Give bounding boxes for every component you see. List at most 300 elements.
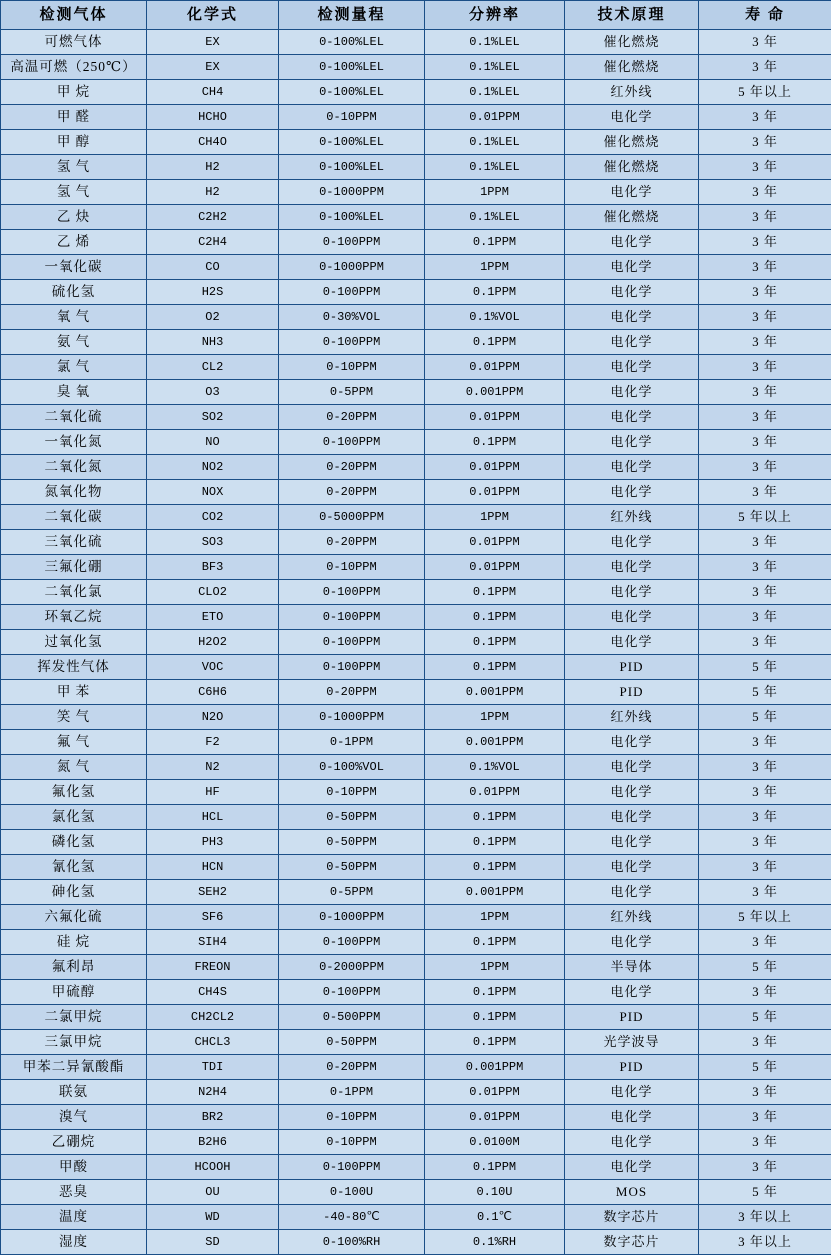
cell-lifetime: 3 年 bbox=[699, 530, 831, 555]
cell-formula: NO bbox=[147, 430, 279, 455]
cell-range: 0-100U bbox=[279, 1180, 425, 1205]
cell-resolution: 0.01PPM bbox=[425, 530, 565, 555]
cell-gas: 氟 气 bbox=[1, 730, 147, 755]
column-header-technology: 技术原理 bbox=[565, 1, 699, 30]
cell-gas: 乙硼烷 bbox=[1, 1130, 147, 1155]
cell-lifetime: 3 年 bbox=[699, 230, 831, 255]
cell-range: 0-100PPM bbox=[279, 630, 425, 655]
cell-technology: 电化学 bbox=[565, 255, 699, 280]
cell-technology: 电化学 bbox=[565, 180, 699, 205]
cell-lifetime: 3 年 bbox=[699, 255, 831, 280]
cell-range: 0-100PPM bbox=[279, 930, 425, 955]
cell-gas: 砷化氢 bbox=[1, 880, 147, 905]
cell-formula: N2O bbox=[147, 705, 279, 730]
cell-lifetime: 3 年 bbox=[699, 105, 831, 130]
cell-gas: 硫化氢 bbox=[1, 280, 147, 305]
cell-formula: H2 bbox=[147, 155, 279, 180]
cell-gas: 氮 气 bbox=[1, 755, 147, 780]
cell-lifetime: 5 年 bbox=[699, 705, 831, 730]
table-row bbox=[1, 130, 831, 155]
cell-range: 0-10PPM bbox=[279, 105, 425, 130]
cell-gas: 三氧化硫 bbox=[1, 530, 147, 555]
cell-gas: 二氯甲烷 bbox=[1, 1005, 147, 1030]
table-header-row bbox=[1, 1, 831, 30]
cell-lifetime: 5 年 bbox=[699, 680, 831, 705]
cell-lifetime: 3 年 bbox=[699, 280, 831, 305]
cell-formula: C2H2 bbox=[147, 205, 279, 230]
cell-formula: SIH4 bbox=[147, 930, 279, 955]
cell-range: 0-100PPM bbox=[279, 280, 425, 305]
cell-technology: 红外线 bbox=[565, 705, 699, 730]
cell-technology: 电化学 bbox=[565, 230, 699, 255]
cell-technology: 电化学 bbox=[565, 105, 699, 130]
cell-formula: O3 bbox=[147, 380, 279, 405]
cell-gas: 乙 烯 bbox=[1, 230, 147, 255]
cell-resolution: 0.1PPM bbox=[425, 230, 565, 255]
cell-range: 0-100%RH bbox=[279, 1230, 425, 1255]
table-row bbox=[1, 255, 831, 280]
cell-technology: PID bbox=[565, 1055, 699, 1080]
cell-lifetime: 5 年 bbox=[699, 1005, 831, 1030]
cell-formula: ETO bbox=[147, 605, 279, 630]
cell-resolution: 0.1%VOL bbox=[425, 305, 565, 330]
table-row bbox=[1, 80, 831, 105]
cell-technology: 电化学 bbox=[565, 980, 699, 1005]
table-row bbox=[1, 555, 831, 580]
cell-resolution: 0.1%LEL bbox=[425, 155, 565, 180]
cell-formula: VOC bbox=[147, 655, 279, 680]
cell-range: 0-1000PPM bbox=[279, 180, 425, 205]
table-row bbox=[1, 780, 831, 805]
cell-range: 0-500PPM bbox=[279, 1005, 425, 1030]
cell-technology: 催化燃烧 bbox=[565, 155, 699, 180]
table-row bbox=[1, 305, 831, 330]
cell-resolution: 0.001PPM bbox=[425, 880, 565, 905]
cell-gas: 联氨 bbox=[1, 1080, 147, 1105]
table-row bbox=[1, 955, 831, 980]
cell-gas: 高温可燃（250℃） bbox=[1, 55, 147, 80]
table-row bbox=[1, 1180, 831, 1205]
cell-range: 0-20PPM bbox=[279, 530, 425, 555]
table-row bbox=[1, 905, 831, 930]
cell-lifetime: 3 年 bbox=[699, 755, 831, 780]
cell-range: 0-2000PPM bbox=[279, 955, 425, 980]
cell-gas: 一氧化碳 bbox=[1, 255, 147, 280]
cell-lifetime: 3 年 bbox=[699, 305, 831, 330]
cell-resolution: 0.01PPM bbox=[425, 105, 565, 130]
cell-gas: 氢 气 bbox=[1, 180, 147, 205]
table-row bbox=[1, 205, 831, 230]
cell-gas: 挥发性气体 bbox=[1, 655, 147, 680]
table-row bbox=[1, 355, 831, 380]
cell-technology: 电化学 bbox=[565, 405, 699, 430]
table-row bbox=[1, 30, 831, 55]
cell-formula: SEH2 bbox=[147, 880, 279, 905]
cell-formula: EX bbox=[147, 55, 279, 80]
cell-lifetime: 5 年 bbox=[699, 1180, 831, 1205]
cell-formula: WD bbox=[147, 1205, 279, 1230]
cell-range: 0-50PPM bbox=[279, 855, 425, 880]
cell-resolution: 0.1%RH bbox=[425, 1230, 565, 1255]
cell-formula: SO2 bbox=[147, 405, 279, 430]
cell-range: 0-20PPM bbox=[279, 480, 425, 505]
cell-lifetime: 5 年以上 bbox=[699, 80, 831, 105]
cell-lifetime: 3 年 bbox=[699, 180, 831, 205]
cell-range: -40-80℃ bbox=[279, 1205, 425, 1230]
cell-range: 0-20PPM bbox=[279, 455, 425, 480]
cell-formula: NOX bbox=[147, 480, 279, 505]
cell-resolution: 0.01PPM bbox=[425, 555, 565, 580]
cell-formula: BR2 bbox=[147, 1105, 279, 1130]
cell-formula: HCL bbox=[147, 805, 279, 830]
cell-resolution: 0.1℃ bbox=[425, 1205, 565, 1230]
cell-gas: 乙 炔 bbox=[1, 205, 147, 230]
cell-technology: 电化学 bbox=[565, 330, 699, 355]
cell-formula: NO2 bbox=[147, 455, 279, 480]
cell-technology: 电化学 bbox=[565, 755, 699, 780]
cell-range: 0-10PPM bbox=[279, 780, 425, 805]
cell-gas: 三氯甲烷 bbox=[1, 1030, 147, 1055]
cell-range: 0-1000PPM bbox=[279, 905, 425, 930]
cell-gas: 二氧化氯 bbox=[1, 580, 147, 605]
cell-technology: 催化燃烧 bbox=[565, 130, 699, 155]
table-row bbox=[1, 380, 831, 405]
cell-range: 0-50PPM bbox=[279, 805, 425, 830]
cell-resolution: 0.01PPM bbox=[425, 405, 565, 430]
cell-resolution: 0.1PPM bbox=[425, 280, 565, 305]
cell-formula: NH3 bbox=[147, 330, 279, 355]
cell-formula: SO3 bbox=[147, 530, 279, 555]
cell-resolution: 0.1PPM bbox=[425, 1030, 565, 1055]
cell-technology: 电化学 bbox=[565, 1155, 699, 1180]
cell-range: 0-20PPM bbox=[279, 405, 425, 430]
table-row bbox=[1, 680, 831, 705]
cell-lifetime: 5 年 bbox=[699, 655, 831, 680]
cell-gas: 甲酸 bbox=[1, 1155, 147, 1180]
table-row bbox=[1, 1205, 831, 1230]
cell-formula: HCHO bbox=[147, 105, 279, 130]
cell-formula: CL2 bbox=[147, 355, 279, 380]
cell-gas: 氰化氢 bbox=[1, 855, 147, 880]
cell-technology: 电化学 bbox=[565, 355, 699, 380]
cell-resolution: 0.1PPM bbox=[425, 330, 565, 355]
cell-resolution: 0.1PPM bbox=[425, 1005, 565, 1030]
cell-resolution: 0.001PPM bbox=[425, 730, 565, 755]
cell-lifetime: 5 年 bbox=[699, 955, 831, 980]
column-header-lifetime: 寿 命 bbox=[699, 1, 831, 30]
cell-lifetime: 3 年 bbox=[699, 405, 831, 430]
cell-resolution: 0.001PPM bbox=[425, 1055, 565, 1080]
cell-resolution: 1PPM bbox=[425, 255, 565, 280]
column-header-formula: 化学式 bbox=[147, 1, 279, 30]
table-row bbox=[1, 1155, 831, 1180]
cell-resolution: 0.01PPM bbox=[425, 780, 565, 805]
cell-lifetime: 5 年以上 bbox=[699, 905, 831, 930]
cell-gas: 二氧化碳 bbox=[1, 505, 147, 530]
cell-technology: 电化学 bbox=[565, 530, 699, 555]
cell-technology: 电化学 bbox=[565, 455, 699, 480]
cell-formula: OU bbox=[147, 1180, 279, 1205]
cell-formula: BF3 bbox=[147, 555, 279, 580]
cell-technology: MOS bbox=[565, 1180, 699, 1205]
cell-lifetime: 3 年 bbox=[699, 130, 831, 155]
cell-range: 0-5000PPM bbox=[279, 505, 425, 530]
cell-lifetime: 3 年 bbox=[699, 205, 831, 230]
cell-lifetime: 3 年 bbox=[699, 1080, 831, 1105]
cell-gas: 氮氧化物 bbox=[1, 480, 147, 505]
table-row bbox=[1, 730, 831, 755]
cell-gas: 氨 气 bbox=[1, 330, 147, 355]
cell-resolution: 0.1PPM bbox=[425, 430, 565, 455]
cell-formula: F2 bbox=[147, 730, 279, 755]
cell-lifetime: 3 年 bbox=[699, 830, 831, 855]
cell-formula: CLO2 bbox=[147, 580, 279, 605]
cell-range: 0-1000PPM bbox=[279, 255, 425, 280]
cell-technology: 红外线 bbox=[565, 80, 699, 105]
cell-formula: CH4 bbox=[147, 80, 279, 105]
cell-resolution: 0.1PPM bbox=[425, 830, 565, 855]
cell-gas: 甲硫醇 bbox=[1, 980, 147, 1005]
cell-formula: O2 bbox=[147, 305, 279, 330]
cell-resolution: 0.1PPM bbox=[425, 805, 565, 830]
cell-resolution: 1PPM bbox=[425, 955, 565, 980]
cell-technology: 电化学 bbox=[565, 1105, 699, 1130]
table-row bbox=[1, 1080, 831, 1105]
cell-technology: 数字芯片 bbox=[565, 1205, 699, 1230]
cell-resolution: 0.0100M bbox=[425, 1130, 565, 1155]
cell-range: 0-50PPM bbox=[279, 830, 425, 855]
table-row bbox=[1, 1105, 831, 1130]
cell-gas: 甲 烷 bbox=[1, 80, 147, 105]
cell-lifetime: 3 年 bbox=[699, 30, 831, 55]
cell-resolution: 0.1%LEL bbox=[425, 80, 565, 105]
cell-technology: 电化学 bbox=[565, 580, 699, 605]
cell-technology: 电化学 bbox=[565, 730, 699, 755]
cell-range: 0-5PPM bbox=[279, 380, 425, 405]
cell-formula: CHCL3 bbox=[147, 1030, 279, 1055]
cell-technology: 电化学 bbox=[565, 280, 699, 305]
cell-gas: 硅 烷 bbox=[1, 930, 147, 955]
cell-resolution: 0.001PPM bbox=[425, 380, 565, 405]
table-row bbox=[1, 1030, 831, 1055]
table-row bbox=[1, 1230, 831, 1255]
cell-formula: H2O2 bbox=[147, 630, 279, 655]
cell-resolution: 0.1PPM bbox=[425, 855, 565, 880]
cell-lifetime: 3 年 bbox=[699, 880, 831, 905]
cell-technology: 催化燃烧 bbox=[565, 30, 699, 55]
column-header-resolution: 分辨率 bbox=[425, 1, 565, 30]
cell-gas: 氢 气 bbox=[1, 155, 147, 180]
cell-lifetime: 3 年 bbox=[699, 155, 831, 180]
cell-technology: 红外线 bbox=[565, 505, 699, 530]
cell-range: 0-1000PPM bbox=[279, 705, 425, 730]
cell-resolution: 0.1PPM bbox=[425, 605, 565, 630]
table-row bbox=[1, 280, 831, 305]
cell-lifetime: 3 年 bbox=[699, 630, 831, 655]
cell-formula: C2H4 bbox=[147, 230, 279, 255]
cell-lifetime: 3 年 bbox=[699, 1105, 831, 1130]
table-row bbox=[1, 155, 831, 180]
cell-gas: 甲 苯 bbox=[1, 680, 147, 705]
cell-technology: 光学波导 bbox=[565, 1030, 699, 1055]
cell-range: 0-100PPM bbox=[279, 980, 425, 1005]
cell-formula: C6H6 bbox=[147, 680, 279, 705]
cell-formula: SD bbox=[147, 1230, 279, 1255]
cell-technology: PID bbox=[565, 1005, 699, 1030]
cell-lifetime: 3 年 bbox=[699, 455, 831, 480]
cell-range: 0-100%LEL bbox=[279, 205, 425, 230]
cell-resolution: 0.1%LEL bbox=[425, 205, 565, 230]
cell-formula: HCN bbox=[147, 855, 279, 880]
cell-range: 0-50PPM bbox=[279, 1030, 425, 1055]
cell-gas: 氯 气 bbox=[1, 355, 147, 380]
cell-resolution: 0.1%LEL bbox=[425, 30, 565, 55]
table-row bbox=[1, 655, 831, 680]
cell-range: 0-100PPM bbox=[279, 330, 425, 355]
cell-technology: 电化学 bbox=[565, 1130, 699, 1155]
cell-technology: 电化学 bbox=[565, 555, 699, 580]
cell-formula: CO2 bbox=[147, 505, 279, 530]
cell-lifetime: 3 年 bbox=[699, 555, 831, 580]
table-row bbox=[1, 180, 831, 205]
table-row bbox=[1, 855, 831, 880]
cell-range: 0-100PPM bbox=[279, 1155, 425, 1180]
cell-formula: H2 bbox=[147, 180, 279, 205]
cell-lifetime: 3 年 bbox=[699, 330, 831, 355]
table-row bbox=[1, 405, 831, 430]
cell-gas: 溴气 bbox=[1, 1105, 147, 1130]
table-row bbox=[1, 805, 831, 830]
cell-resolution: 0.1PPM bbox=[425, 655, 565, 680]
cell-range: 0-30%VOL bbox=[279, 305, 425, 330]
cell-gas: 一氧化氮 bbox=[1, 430, 147, 455]
cell-technology: 催化燃烧 bbox=[565, 205, 699, 230]
cell-lifetime: 3 年 bbox=[699, 1155, 831, 1180]
cell-technology: 电化学 bbox=[565, 605, 699, 630]
cell-formula: CO bbox=[147, 255, 279, 280]
cell-resolution: 0.1PPM bbox=[425, 580, 565, 605]
cell-lifetime: 3 年 bbox=[699, 480, 831, 505]
table-row bbox=[1, 430, 831, 455]
table-row bbox=[1, 530, 831, 555]
cell-range: 0-1PPM bbox=[279, 730, 425, 755]
cell-formula: N2 bbox=[147, 755, 279, 780]
cell-range: 0-100PPM bbox=[279, 430, 425, 455]
table-row bbox=[1, 755, 831, 780]
cell-gas: 甲 醇 bbox=[1, 130, 147, 155]
cell-lifetime: 3 年 bbox=[699, 730, 831, 755]
cell-technology: 电化学 bbox=[565, 780, 699, 805]
cell-resolution: 1PPM bbox=[425, 905, 565, 930]
cell-lifetime: 3 年 bbox=[699, 855, 831, 880]
cell-gas: 甲 醛 bbox=[1, 105, 147, 130]
cell-technology: 数字芯片 bbox=[565, 1230, 699, 1255]
cell-gas: 氟利昂 bbox=[1, 955, 147, 980]
cell-gas: 氧 气 bbox=[1, 305, 147, 330]
table-row bbox=[1, 55, 831, 80]
cell-lifetime: 3 年 bbox=[699, 580, 831, 605]
cell-lifetime: 3 年以上 bbox=[699, 1205, 831, 1230]
cell-technology: 催化燃烧 bbox=[565, 55, 699, 80]
cell-range: 0-100PPM bbox=[279, 605, 425, 630]
cell-lifetime: 3 年 bbox=[699, 930, 831, 955]
cell-resolution: 0.1%LEL bbox=[425, 55, 565, 80]
cell-lifetime: 3 年 bbox=[699, 355, 831, 380]
cell-resolution: 1PPM bbox=[425, 705, 565, 730]
cell-formula: SF6 bbox=[147, 905, 279, 930]
cell-resolution: 0.01PPM bbox=[425, 1080, 565, 1105]
cell-lifetime: 3 年 bbox=[699, 1030, 831, 1055]
cell-resolution: 0.1%LEL bbox=[425, 130, 565, 155]
cell-range: 0-10PPM bbox=[279, 1130, 425, 1155]
table-row bbox=[1, 830, 831, 855]
cell-technology: PID bbox=[565, 680, 699, 705]
cell-technology: 电化学 bbox=[565, 480, 699, 505]
cell-formula: EX bbox=[147, 30, 279, 55]
cell-gas: 氯化氢 bbox=[1, 805, 147, 830]
cell-formula: H2S bbox=[147, 280, 279, 305]
cell-formula: N2H4 bbox=[147, 1080, 279, 1105]
table-row bbox=[1, 455, 831, 480]
cell-formula: FREON bbox=[147, 955, 279, 980]
cell-formula: CH4O bbox=[147, 130, 279, 155]
cell-resolution: 1PPM bbox=[425, 505, 565, 530]
cell-formula: HCOOH bbox=[147, 1155, 279, 1180]
cell-range: 0-20PPM bbox=[279, 680, 425, 705]
cell-range: 0-5PPM bbox=[279, 880, 425, 905]
cell-resolution: 0.01PPM bbox=[425, 480, 565, 505]
cell-formula: CH4S bbox=[147, 980, 279, 1005]
cell-technology: PID bbox=[565, 655, 699, 680]
cell-range: 0-100%VOL bbox=[279, 755, 425, 780]
cell-technology: 电化学 bbox=[565, 430, 699, 455]
cell-gas: 湿度 bbox=[1, 1230, 147, 1255]
cell-range: 0-1PPM bbox=[279, 1080, 425, 1105]
table-row bbox=[1, 1130, 831, 1155]
cell-range: 0-100PPM bbox=[279, 580, 425, 605]
cell-gas: 甲苯二异氰酸酯 bbox=[1, 1055, 147, 1080]
cell-resolution: 0.1PPM bbox=[425, 630, 565, 655]
cell-gas: 三氟化硼 bbox=[1, 555, 147, 580]
cell-technology: 半导体 bbox=[565, 955, 699, 980]
table-row bbox=[1, 605, 831, 630]
cell-resolution: 0.10U bbox=[425, 1180, 565, 1205]
cell-range: 0-100%LEL bbox=[279, 130, 425, 155]
cell-range: 0-100%LEL bbox=[279, 30, 425, 55]
cell-lifetime: 3 年 bbox=[699, 805, 831, 830]
cell-formula: B2H6 bbox=[147, 1130, 279, 1155]
cell-lifetime: 3 年 bbox=[699, 55, 831, 80]
table-row bbox=[1, 480, 831, 505]
cell-technology: 电化学 bbox=[565, 880, 699, 905]
cell-formula: TDI bbox=[147, 1055, 279, 1080]
cell-gas: 二氧化硫 bbox=[1, 405, 147, 430]
cell-lifetime: 5 年 bbox=[699, 1055, 831, 1080]
cell-range: 0-100PPM bbox=[279, 230, 425, 255]
cell-range: 0-100%LEL bbox=[279, 155, 425, 180]
cell-resolution: 0.1%VOL bbox=[425, 755, 565, 780]
table-row bbox=[1, 630, 831, 655]
column-header-gas: 检测气体 bbox=[1, 1, 147, 30]
table-row bbox=[1, 105, 831, 130]
cell-resolution: 0.01PPM bbox=[425, 455, 565, 480]
table-row bbox=[1, 705, 831, 730]
cell-gas: 笑 气 bbox=[1, 705, 147, 730]
cell-range: 0-10PPM bbox=[279, 555, 425, 580]
cell-technology: 电化学 bbox=[565, 1080, 699, 1105]
table-row bbox=[1, 505, 831, 530]
cell-resolution: 0.01PPM bbox=[425, 355, 565, 380]
